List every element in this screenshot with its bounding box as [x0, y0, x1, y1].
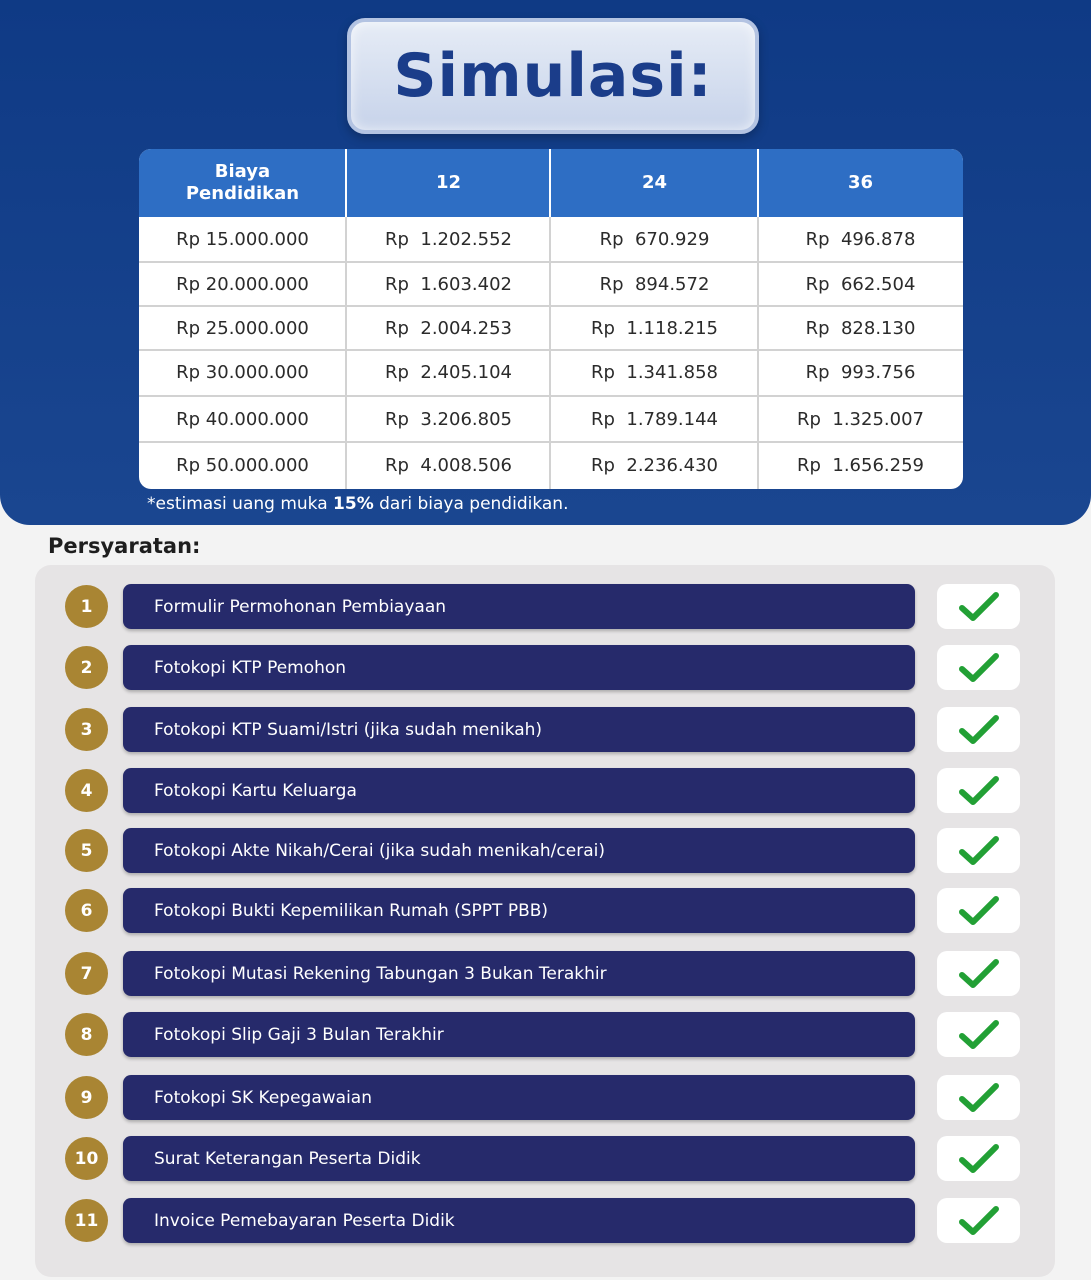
checkmark-icon	[958, 835, 1000, 867]
requirement-number-badge: 6	[65, 889, 108, 932]
table-cell: Rp 1.341.858	[591, 361, 718, 383]
requirement-number-badge: 4	[65, 769, 108, 812]
down-payment-note	[147, 494, 568, 514]
table-cell: Rp 3.206.805	[385, 408, 512, 430]
requirement-item	[0, 1136, 1091, 1182]
page-title: Simulasi:	[393, 41, 713, 111]
requirement-label: Invoice Pemebayaran Peserta Didik	[123, 1198, 915, 1243]
requirement-label: Fotokopi Slip Gaji 3 Bulan Terakhir	[123, 1012, 915, 1057]
simulation-table	[139, 149, 963, 489]
header-tenor-12: 12	[346, 149, 551, 217]
table-cell: Rp 4.008.506	[385, 454, 512, 476]
requirement-item	[0, 645, 1091, 691]
table-cell: Rp 894.572	[599, 273, 710, 295]
requirement-number-badge: 7	[65, 952, 108, 995]
header-divider	[549, 149, 551, 217]
table-cell: Rp 993.756	[805, 361, 916, 383]
header-divider	[345, 149, 347, 217]
table-cell: Rp 1.325.007	[797, 408, 924, 430]
checkmark-icon	[958, 958, 1000, 990]
table-cell: Rp 828.130	[805, 317, 916, 339]
table-cell: Rp 40.000.000	[176, 408, 309, 430]
requirement-number-badge: 11	[65, 1199, 108, 1242]
table-cell: Rp 50.000.000	[176, 454, 309, 476]
checkmark-icon	[958, 1019, 1000, 1051]
requirement-label: Surat Keterangan Peserta Didik	[123, 1136, 915, 1181]
table-cell: Rp 1.656.259	[797, 454, 924, 476]
requirement-check-box	[937, 1012, 1020, 1057]
header-tenor-24: 24	[551, 149, 758, 217]
checkmark-icon	[958, 652, 1000, 684]
checkmark-icon	[958, 1143, 1000, 1175]
table-cell: Rp 2.236.430	[591, 454, 718, 476]
table-cell: Rp 496.878	[805, 228, 916, 250]
checkmark-icon	[958, 1205, 1000, 1237]
requirement-item	[0, 951, 1091, 997]
checkmark-icon	[958, 895, 1000, 927]
requirement-check-box	[937, 888, 1020, 933]
table-cell: Rp 15.000.000	[176, 228, 309, 250]
requirement-check-box	[937, 768, 1020, 813]
note-percentage: 15%	[333, 494, 374, 514]
table-cell: Rp 25.000.000	[176, 317, 309, 339]
requirement-check-box	[937, 1198, 1020, 1243]
requirement-check-box	[937, 707, 1020, 752]
requirement-number-badge: 2	[65, 646, 108, 689]
requirement-label: Fotokopi SK Kepegawaian	[123, 1075, 915, 1120]
checkmark-icon	[958, 1082, 1000, 1114]
table-cell: Rp 2.004.253	[385, 317, 512, 339]
table-cell: Rp 1.789.144	[591, 408, 718, 430]
requirement-number-badge: 9	[65, 1076, 108, 1119]
table-cell: Rp 1.118.215	[591, 317, 718, 339]
table-cell: Rp 1.603.402	[385, 273, 512, 295]
header-biaya-pendidikan: Biaya Pendidikan	[139, 149, 346, 217]
checkmark-icon	[958, 714, 1000, 746]
requirement-label: Fotokopi Kartu Keluarga	[123, 768, 915, 813]
title-badge	[347, 18, 759, 134]
requirement-check-box	[937, 645, 1020, 690]
requirement-check-box	[937, 828, 1020, 873]
requirement-label: Fotokopi KTP Pemohon	[123, 645, 915, 690]
requirement-number-badge: 3	[65, 708, 108, 751]
requirement-check-box	[937, 951, 1020, 996]
requirement-item	[0, 1198, 1091, 1244]
requirement-check-box	[937, 1136, 1020, 1181]
requirements-title: Persyaratan:	[48, 534, 201, 558]
header-tenor-36: 36	[758, 149, 963, 217]
requirement-number-badge: 5	[65, 829, 108, 872]
requirement-item	[0, 1012, 1091, 1058]
checkmark-icon	[958, 775, 1000, 807]
requirement-item	[0, 888, 1091, 934]
requirement-label: Fotokopi KTP Suami/Istri (jika sudah menikah)	[123, 707, 915, 752]
table-cell: Rp 1.202.552	[385, 228, 512, 250]
requirement-item	[0, 707, 1091, 753]
requirement-number-badge: 8	[65, 1013, 108, 1056]
note-suffix: dari biaya pendidikan.	[373, 494, 569, 514]
requirement-label: Formulir Permohonan Pembiayaan	[123, 584, 915, 629]
requirement-number-badge: 10	[65, 1137, 108, 1180]
requirement-label: Fotokopi Bukti Kepemilikan Rumah (SPPT PBB)	[123, 888, 915, 933]
requirement-label: Fotokopi Akte Nikah/Cerai (jika sudah menikah/cerai)	[123, 828, 915, 873]
requirement-check-box	[937, 1075, 1020, 1120]
checkmark-icon	[958, 591, 1000, 623]
table-cell: Rp 30.000.000	[176, 361, 309, 383]
requirement-number-badge: 1	[65, 585, 108, 628]
requirement-item	[0, 1075, 1091, 1121]
note-prefix: *estimasi uang muka	[147, 494, 334, 514]
requirement-item	[0, 828, 1091, 874]
requirement-check-box	[937, 584, 1020, 629]
header-divider	[757, 149, 759, 217]
requirement-item	[0, 768, 1091, 814]
table-cell: Rp 670.929	[599, 228, 710, 250]
requirement-label: Fotokopi Mutasi Rekening Tabungan 3 Bukan Terakhir	[123, 951, 915, 996]
table-cell: Rp 2.405.104	[385, 361, 512, 383]
table-cell: Rp 662.504	[805, 273, 916, 295]
requirement-item	[0, 584, 1091, 630]
table-cell: Rp 20.000.000	[176, 273, 309, 295]
